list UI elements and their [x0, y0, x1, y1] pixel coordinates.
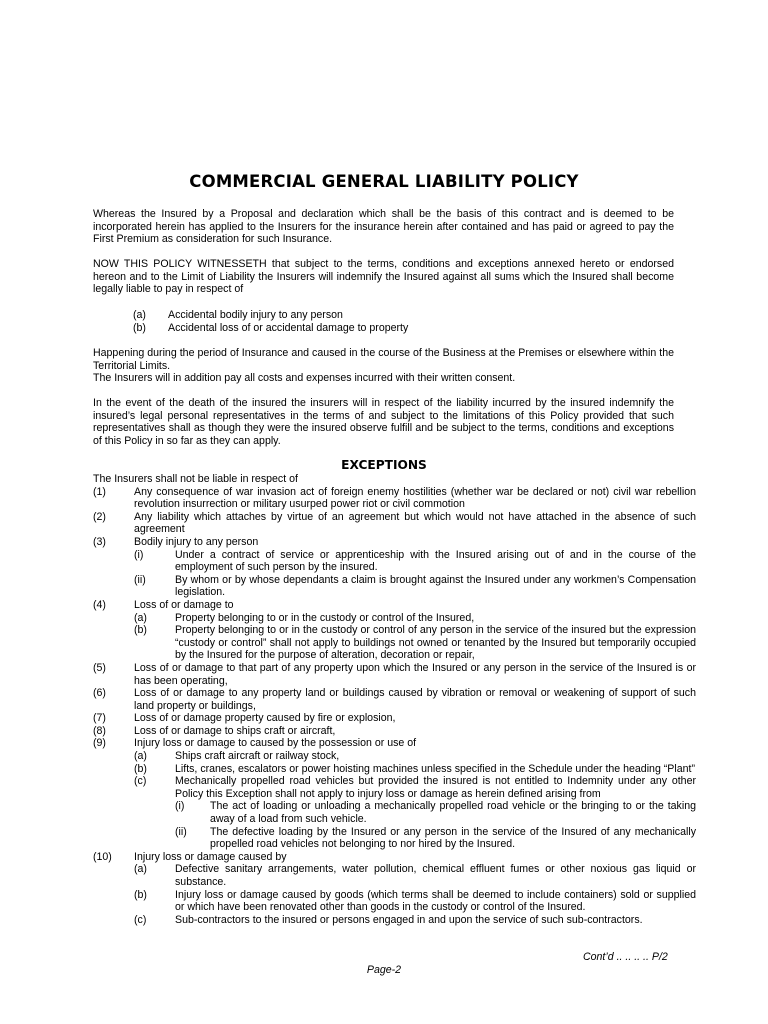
exception-text: Any consequence of war invasion act of foreign enemy hostilities (whether war be declared or not) civil war rebellion revolution insurrection or military usurped power riot or civil commotion	[134, 485, 696, 511]
exception-number: (1)	[93, 485, 106, 498]
exception-item	[93, 725, 696, 738]
witnesseth-paragraph-block	[93, 258, 674, 296]
exception-number: (i)	[134, 548, 144, 561]
exceptions-intro: The Insurers shall not be liable in respect of	[93, 473, 298, 485]
list-item-text: Accidental loss of or accidental damage to property	[168, 321, 409, 334]
exception-number: (a)	[134, 750, 147, 763]
happening-block	[93, 347, 674, 385]
exception-number: (a)	[134, 611, 147, 624]
exception-number: (c)	[134, 913, 147, 926]
exception-number: (b)	[134, 762, 147, 775]
exception-text: Loss of or damage to ships craft or aircraft,	[134, 724, 336, 737]
exception-number: (ii)	[175, 825, 187, 838]
exception-number: (5)	[93, 661, 106, 674]
exception-text: Loss of or damage to any property land or buildings caused by vibration or removal or weakening of support of such land property or buildings,	[134, 687, 696, 712]
continued-note: Cont’d .. .. .. .. P/2	[583, 951, 668, 963]
list-item-label: (a)	[133, 309, 146, 321]
exception-text: Any liability which attaches by virtue of an agreement but which would not have attached in the absence of such agreement	[134, 510, 696, 536]
exception-text: Bodily injury to any person	[134, 535, 259, 548]
exception-subitem	[134, 863, 696, 888]
exception-text: Mechanically propelled road vehicles but provided the insured is not entitled to Indemnity under any other Policy this Exception shall not apply to injury loss or damage as herein defined arising from	[175, 775, 696, 800]
exception-text: Loss of or damage property caused by fire or explosion,	[134, 712, 396, 725]
exception-number: (7)	[93, 712, 106, 725]
exception-number: (10)	[93, 850, 112, 863]
exception-number: (6)	[93, 687, 106, 700]
exception-subsubitem	[175, 800, 696, 825]
exception-subitem	[134, 612, 696, 625]
exception-text: Injury loss or damage caused by goods (which terms shall be deemed to include containers) sold or supplied or which have been renovated other than goods in the custody or control of the Insured.	[175, 888, 696, 914]
exception-subitem	[134, 574, 696, 599]
exception-item	[93, 486, 696, 511]
exception-subitem	[134, 624, 696, 662]
exception-number: (8)	[93, 724, 106, 737]
preamble-paragraph	[93, 208, 674, 246]
exception-number: (i)	[175, 800, 185, 813]
exceptions-list	[93, 473, 696, 926]
list-item-label: (b)	[133, 321, 146, 334]
exception-item	[93, 712, 696, 725]
exception-number: (2)	[93, 510, 106, 523]
proposal-paragraph: Whereas the Insured by a Proposal and declaration which shall be the basis of this contract and is deemed to be incorporated herein has applied to the Insurers for the insurance herein after contained and has paid or agreed to pay the First Premium as consideration for such Insurance.	[93, 208, 674, 246]
exception-item	[93, 687, 696, 712]
death-block	[93, 397, 674, 447]
exception-number: (a)	[134, 863, 147, 876]
exception-subitem	[134, 763, 696, 776]
document-title: COMMERCIAL GENERAL LIABILITY POLICY	[189, 172, 579, 191]
exception-text: Property belonging to or in the custody or control of the Insured,	[175, 611, 475, 624]
exception-item	[93, 662, 696, 687]
exception-subitem	[134, 775, 696, 800]
exception-number: (9)	[93, 737, 106, 750]
death-paragraph: In the event of the death of the insured the insurers will in respect of the liability incurred by the insured indemnify the insured’s legal personal representatives in the terms of and subject to the limitations of this Policy provided that such representatives shall as though they were the insured observe fulfill and be subject to the terms, conditions and exceptions of this Policy in so far as they can apply.	[93, 397, 674, 447]
exception-item	[93, 511, 696, 536]
exception-text: The defective loading by the Insured or any person in the service of the Insured of any mechanically propelled road vehicles not belonging to nor hired by the Insured.	[210, 825, 696, 851]
exception-text: The act of loading or unloading a mechanically propelled road vehicle or the bringing to or the taking away of a load from such vehicle.	[210, 800, 696, 826]
exceptions-heading: EXCEPTIONS	[341, 458, 427, 472]
exception-text: Sub-contractors to the insured or persons engaged in and upon the service of such sub-contractors.	[175, 913, 643, 926]
exception-text: By whom or by whose dependants a claim is brought against the Insured under any workmen’s Compensation legislation.	[175, 573, 696, 599]
exception-text: Injury loss or damage to caused by the possession or use of	[134, 737, 417, 750]
exception-number: (b)	[134, 624, 147, 637]
exception-text: Injury loss or damage caused by	[134, 850, 287, 863]
exception-number: (b)	[134, 888, 147, 901]
witnesseth-paragraph: NOW THIS POLICY WITNESSETH that subject to the terms, conditions and exceptions annexed hereto or endorsed hereon and to the Limit of Liability the Insurers will indemnify the Insured against all sums which the Insured shall become legally liable to pay in respect of	[93, 258, 674, 296]
exception-item	[93, 851, 696, 864]
exception-subsubitem	[175, 826, 696, 851]
exception-text: Defective sanitary arrangements, water pollution, chemical effluent fumes or other noxious gas liquid or substance.	[175, 863, 696, 888]
exception-subitem	[134, 549, 696, 574]
exception-item	[93, 599, 696, 612]
exception-item	[93, 737, 696, 750]
exception-subitem	[134, 889, 696, 914]
list-item-text: Accidental bodily injury to any person	[168, 309, 343, 321]
happening-paragraph: Happening during the period of Insurance and caused in the course of the Business at the Premises or elsewhere within the Territorial Limits.	[93, 347, 674, 372]
exception-text: Loss of or damage to	[134, 598, 234, 611]
exception-number: (ii)	[134, 573, 146, 586]
exception-subitem	[134, 914, 696, 927]
exception-number: (4)	[93, 598, 106, 611]
exception-number: (3)	[93, 535, 106, 548]
exception-text: Loss of or damage to that part of any property upon which the Insured or any person in the service of the Insured is or has been operating,	[134, 661, 696, 687]
exception-item	[93, 536, 696, 549]
exception-text: Lifts, cranes, escalators or power hoisting machines unless specified in the Schedule under the heading “Plant”	[175, 762, 695, 775]
costs-paragraph: The Insurers will in addition pay all costs and expenses incurred with their written consent.	[93, 372, 516, 385]
exception-text: Ships craft aircraft or railway stock,	[175, 750, 340, 763]
exception-text: Property belonging to or in the custody or control of any person in the service of the insured but the expression “custody or control” shall not apply to buildings not owned or tenanted by the Insured but temporarily occupied by the Insured for the purpose of alteration, decoration or repair,	[175, 624, 696, 662]
page-number: Page-2	[366, 964, 402, 976]
exception-text: Under a contract of service or apprenticeship with the Insured arising out of and in the course of the employment of such person by the insured.	[175, 548, 696, 574]
exception-number: (c)	[134, 775, 147, 788]
exception-subitem	[134, 750, 696, 763]
